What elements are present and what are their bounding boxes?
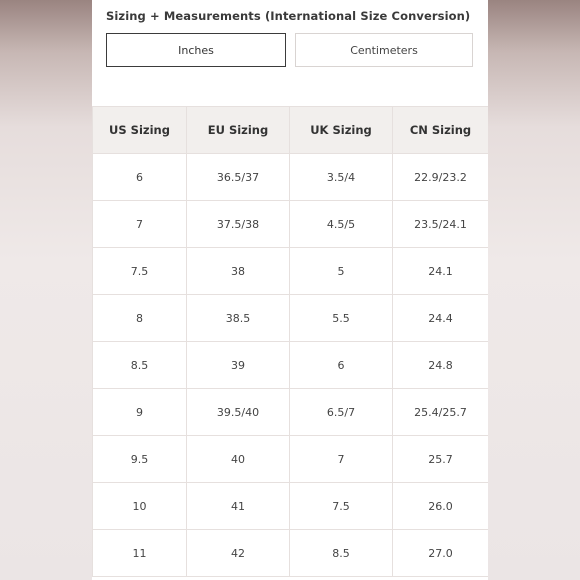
table-cell: 10 <box>93 483 187 530</box>
table-cell: 23.5/24.1 <box>393 201 489 248</box>
table-cell: 37.5/38 <box>187 201 290 248</box>
table-row <box>93 295 489 342</box>
table-cell: 41 <box>187 483 290 530</box>
table-cell: 22.9/23.2 <box>393 154 489 201</box>
table-cell: 38.5 <box>187 295 290 342</box>
table-cell: 9.5 <box>93 436 187 483</box>
table-cell: 24.1 <box>393 248 489 295</box>
column-header-us: US Sizing <box>93 107 187 154</box>
table-cell: 7 <box>93 201 187 248</box>
table-cell: 11 <box>93 530 187 577</box>
column-header-eu: EU Sizing <box>187 107 290 154</box>
column-header-uk: UK Sizing <box>290 107 393 154</box>
page-title: Sizing + Measurements (International Size Conversion) <box>106 9 471 23</box>
table-cell: 8 <box>93 295 187 342</box>
table-cell: 26.0 <box>393 483 489 530</box>
table-cell: 25.7 <box>393 436 489 483</box>
table-cell: 9 <box>93 389 187 436</box>
table-cell: 39 <box>187 342 290 389</box>
table-cell: 40 <box>187 436 290 483</box>
size-guide-panel <box>92 0 488 580</box>
table-row <box>93 483 489 530</box>
table-cell: 42 <box>187 530 290 577</box>
table-cell: 39.5/40 <box>187 389 290 436</box>
table-cell: 7 <box>290 436 393 483</box>
table-header-row <box>93 107 489 154</box>
table-cell: 8.5 <box>93 342 187 389</box>
table-cell: 24.4 <box>393 295 489 342</box>
table-cell: 5 <box>290 248 393 295</box>
table-cell: 27.0 <box>393 530 489 577</box>
table-cell: 8.5 <box>290 530 393 577</box>
table-cell: 6 <box>93 154 187 201</box>
table-row <box>93 436 489 483</box>
table-row <box>93 154 489 201</box>
table-cell: 6 <box>290 342 393 389</box>
table-cell: 24.8 <box>393 342 489 389</box>
table-row <box>93 248 489 295</box>
table-row <box>93 389 489 436</box>
size-conversion-table <box>92 106 488 577</box>
table-row <box>93 530 489 577</box>
table-cell: 7.5 <box>93 248 187 295</box>
table-cell: 6.5/7 <box>290 389 393 436</box>
table-cell: 36.5/37 <box>187 154 290 201</box>
table-cell: 3.5/4 <box>290 154 393 201</box>
table-cell: 38 <box>187 248 290 295</box>
column-header-cn: CN Sizing <box>393 107 489 154</box>
table-cell: 25.4/25.7 <box>393 389 489 436</box>
table-row <box>93 342 489 389</box>
table-cell: 5.5 <box>290 295 393 342</box>
inches-button[interactable]: Inches <box>106 33 286 67</box>
centimeters-button[interactable]: Centimeters <box>295 33 473 67</box>
table-cell: 4.5/5 <box>290 201 393 248</box>
table-row <box>93 201 489 248</box>
table-cell: 7.5 <box>290 483 393 530</box>
